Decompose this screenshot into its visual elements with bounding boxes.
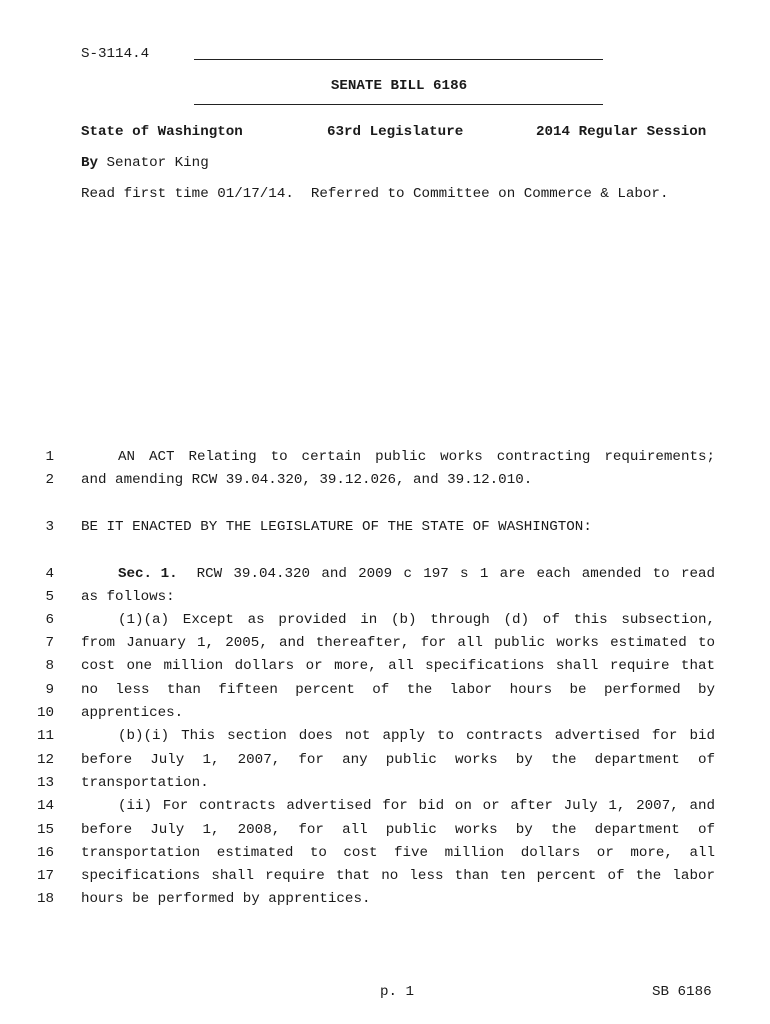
session: 2014 Regular Session bbox=[536, 124, 707, 140]
bill-line: before July 1, 2007, for any public works by the department of bbox=[81, 752, 715, 768]
bill-line: before July 1, 2008, for all public works by the department of bbox=[81, 822, 715, 838]
legislature: 63rd Legislature bbox=[327, 124, 464, 140]
footer-bill-reference: SB 6186 bbox=[652, 984, 712, 1000]
bill-title: SENATE BILL 6186 bbox=[330, 78, 468, 94]
bill-line: cost one million dollars or more, all specifications shall require that bbox=[81, 658, 715, 674]
line-number: 17 bbox=[36, 868, 54, 884]
by-label: By bbox=[81, 155, 99, 171]
state-name: State of Washington bbox=[81, 124, 243, 140]
bill-line: no less than fifteen percent of the labor hours be performed by bbox=[81, 682, 715, 698]
bill-line: specifications shall require that no less than ten percent of the labor bbox=[81, 868, 715, 884]
line-number: 7 bbox=[45, 635, 54, 651]
document-id: S-3114.4 bbox=[81, 46, 150, 62]
sponsor-name: Senator King bbox=[106, 155, 209, 171]
bill-line: RCW 39.04.320 and 2009 c 197 s 1 are each amended to read bbox=[196, 566, 715, 582]
bill-line: AN ACT Relating to certain public works contracting requirements; bbox=[118, 449, 715, 465]
bill-line: (ii) For contracts advertised for bid on or after July 1, 2007, and bbox=[118, 798, 715, 814]
line-number: 3 bbox=[45, 519, 54, 535]
section-heading-line bbox=[81, 566, 715, 582]
bill-line: transportation estimated to cost five million dollars or more, all bbox=[81, 845, 715, 861]
line-number: 10 bbox=[36, 705, 54, 721]
line-number: 8 bbox=[45, 658, 54, 674]
header-rule-top bbox=[194, 59, 603, 60]
line-number: 1 bbox=[45, 449, 54, 465]
enacting-clause: BE IT ENACTED BY THE LEGISLATURE OF THE STATE OF WASHINGTON: bbox=[81, 519, 592, 535]
sponsor-line bbox=[81, 155, 209, 171]
bill-line: transportation. bbox=[81, 775, 209, 791]
line-number: 16 bbox=[36, 845, 54, 861]
header-rule-bottom bbox=[194, 104, 603, 105]
line-number: 15 bbox=[36, 822, 54, 838]
line-number: 13 bbox=[36, 775, 54, 791]
line-number: 12 bbox=[36, 752, 54, 768]
line-number: 11 bbox=[36, 728, 54, 744]
line-number: 14 bbox=[36, 798, 54, 814]
bill-line: and amending RCW 39.04.320, 39.12.026, and 39.12.010. bbox=[81, 472, 533, 488]
line-number: 6 bbox=[45, 612, 54, 628]
line-number: 5 bbox=[45, 589, 54, 605]
line-number: 2 bbox=[45, 472, 54, 488]
bill-line: (1)(a) Except as provided in (b) through (d) of this subsection, bbox=[118, 612, 715, 628]
line-number: 9 bbox=[45, 682, 54, 698]
read-first-time-note: Read first time 01/17/14. Referred to Committee on Commerce & Labor. bbox=[81, 186, 669, 202]
bill-line: from January 1, 2005, and thereafter, for all public works estimated to bbox=[81, 635, 715, 651]
bill-line: as follows: bbox=[81, 589, 175, 605]
bill-line: apprentices. bbox=[81, 705, 184, 721]
bill-line: hours be performed by apprentices. bbox=[81, 891, 371, 907]
bill-line: (b)(i) This section does not apply to contracts advertised for bid bbox=[118, 728, 715, 744]
page-number: p. 1 bbox=[380, 984, 415, 1000]
line-number: 4 bbox=[45, 566, 54, 582]
line-number: 18 bbox=[36, 891, 54, 907]
section-label: Sec. 1. bbox=[118, 566, 178, 582]
